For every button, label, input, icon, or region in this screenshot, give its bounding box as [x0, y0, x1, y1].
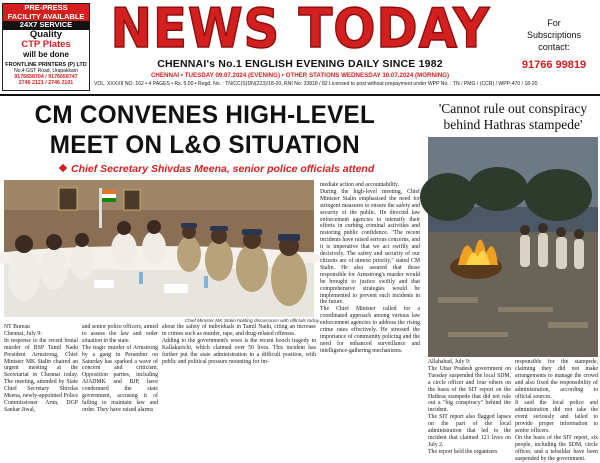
masthead-rule — [0, 94, 600, 96]
meeting-photo-caption: Chief Minister MK Stalin holding discussions with officials today. — [184, 319, 320, 324]
ad-phone-2: 2746 2121 / 2746 2101 — [18, 80, 74, 86]
sub-line-subscriptions: Subscriptions — [526, 30, 582, 40]
subscription-advertisement — [510, 3, 598, 91]
side-story-column-1-text: Allahabad, July 9: The Uttar Pradesh government on Tuesday suspended the local SDM, a circle officer and four others on the basis of the SIT report on the Hathras stampede that did not rule out a "big conspiracy" behind the incident. The SIT report also flagged lapses on the part of the local administration that led to the incident that claimed 121 lives on July 2. The report held the organisers — [428, 359, 511, 455]
ad-line-done: will be done — [23, 49, 69, 59]
ad-company: FRONTLINE PRINTERS (P) LTD — [5, 61, 87, 68]
side-story-column-2 — [515, 359, 598, 462]
main-story-column-2-text: and senior police officers, aimed to assess the law and order situation in the state. The tragic murder of Armstrong by a gang in Perambur on Saturday has sparked a wave of concern and criticism. Opposition parties, including AIADMK and BJP, have condemned the state government, accusing it of failing to maintain law and order. They have raised alarms — [82, 324, 158, 413]
main-headline-line-2: MEET ON L&O SITUATION — [49, 131, 360, 159]
ad-line-facility: FACILITY AVAILABLE — [3, 13, 89, 22]
dateline: CHENNAI • TUESDAY 09.07.2024 (EVENING) • OTHER STATIONS WEDNESDAY 10.07.2024 (MORNING) — [150, 72, 450, 79]
ad-address: No.4 GST Road, Urapakkam — [14, 67, 78, 74]
ad-phone-1: 9176658704 / 9176658747 — [14, 73, 78, 80]
main-story-column-1-text: NT Bureau Chennai, July 9: In response to the recent brutal murder of BSP Tamil Nadu President Armstrong, Chief Minister MK Stalin chaired an urgent meeting at the Secretariat in Chennai today. The meeting, attended by State Chief Secretary Shivdas Meena, newly-appointed Police Commissioner Arun, DGP Sankar Jiwal, — [4, 324, 78, 413]
stampede-site-photo — [428, 137, 598, 357]
main-story-column-2 — [82, 324, 158, 413]
ad-line-service: 24X7 SERVICE — [3, 21, 89, 30]
main-subhead-text: Chief Secretary Shivdas Meena, senior police officials attend — [71, 163, 375, 175]
main-story-column-1 — [4, 324, 78, 413]
main-story-column-4-text: mediate action and accountability. During the high-level meeting, Chief Minister Stalin emphasised the need for stringent measures to ensure the safety and security of the public. He directed law enforcement agencies to intensify their efforts in curbing criminal activities and restoring public confidence. "The recent incidents have raised serious concerns, and it is imperative that we act swiftly and decisively. The safety and security of our citizens are of utmost priority," stated CM Stalin. He also assured that those responsible for Armstrong's murder would be brought to justice swiftly and that comprehensive strategies would be implemented to prevent such incidents in the future. The Chief Minister called for a coordinated approach among various law enforcement agencies to address the rising crime rates effectively. He stressed the importance of community policing and the need for enhanced surveillance and intelligence-gathering mechanisms. — [320, 182, 420, 354]
side-story-headline: 'Cannot rule out conspiracy behind Hathras stampede' — [438, 101, 588, 132]
registration-line: VOL. XXXXII NO. 162 • 4 PAGES • Rs. 5.00 • Regd. No. : TN/CC(S)DN(223)/18-20, RNI No: 33818 / 82 Licensed to post without prepayment under WPP No. : TN / PMG / (CCR) / WPP-470 / 18-20 — [94, 81, 538, 87]
meeting-photo — [4, 180, 314, 317]
main-headline — [6, 100, 404, 160]
newspaper-logo: NEWS TODAY — [110, 0, 491, 60]
sub-phone: 91766 99819 — [521, 59, 587, 71]
sub-line-for: For — [547, 18, 561, 28]
side-story-column-1 — [428, 359, 511, 455]
bullet-diamond-icon — [59, 164, 67, 172]
main-story-column-3-text: about the safety of individuals in Tamil Nadu, citing an increase in crimes such as murder, rape, and drug-related offenses. Adding to the government's woes is the recent hooch tragedy in Kallakurichi, which claimed over 50 lives. This incident has further put the state administration in a difficult position, with public and political pressure mounting for im- — [162, 324, 316, 365]
main-story-column-3 — [162, 324, 316, 400]
ad-line-prepress: PRE-PRESS — [3, 4, 89, 13]
main-headline-line-1: CM CONVENES HIGH-LEVEL — [34, 101, 376, 129]
sub-line-contact: contact: — [538, 42, 570, 52]
main-story-column-4 — [320, 182, 420, 400]
masthead — [0, 0, 600, 94]
tagline: CHENNAI's No.1 ENGLISH EVENING DAILY SINCE 1982 — [157, 58, 443, 70]
side-story-column-2-text: responsible for the stampede, claiming they did not make arrangements to manage the crowd and also fixed the responsibility of administration, according to official sources. It said the local police and administration did not take the event seriously and failed to provide proper information to senior officers. On the basis of the SIT report, six people, including the SDM, circle officer, and a tehsildar have been suspended by the government. — [515, 359, 598, 462]
prepress-advertisement — [2, 3, 90, 91]
main-subhead — [60, 163, 420, 175]
ad-line-quality: Quality — [29, 28, 63, 40]
ad-line-ctp: CTP Plates — [21, 38, 71, 50]
